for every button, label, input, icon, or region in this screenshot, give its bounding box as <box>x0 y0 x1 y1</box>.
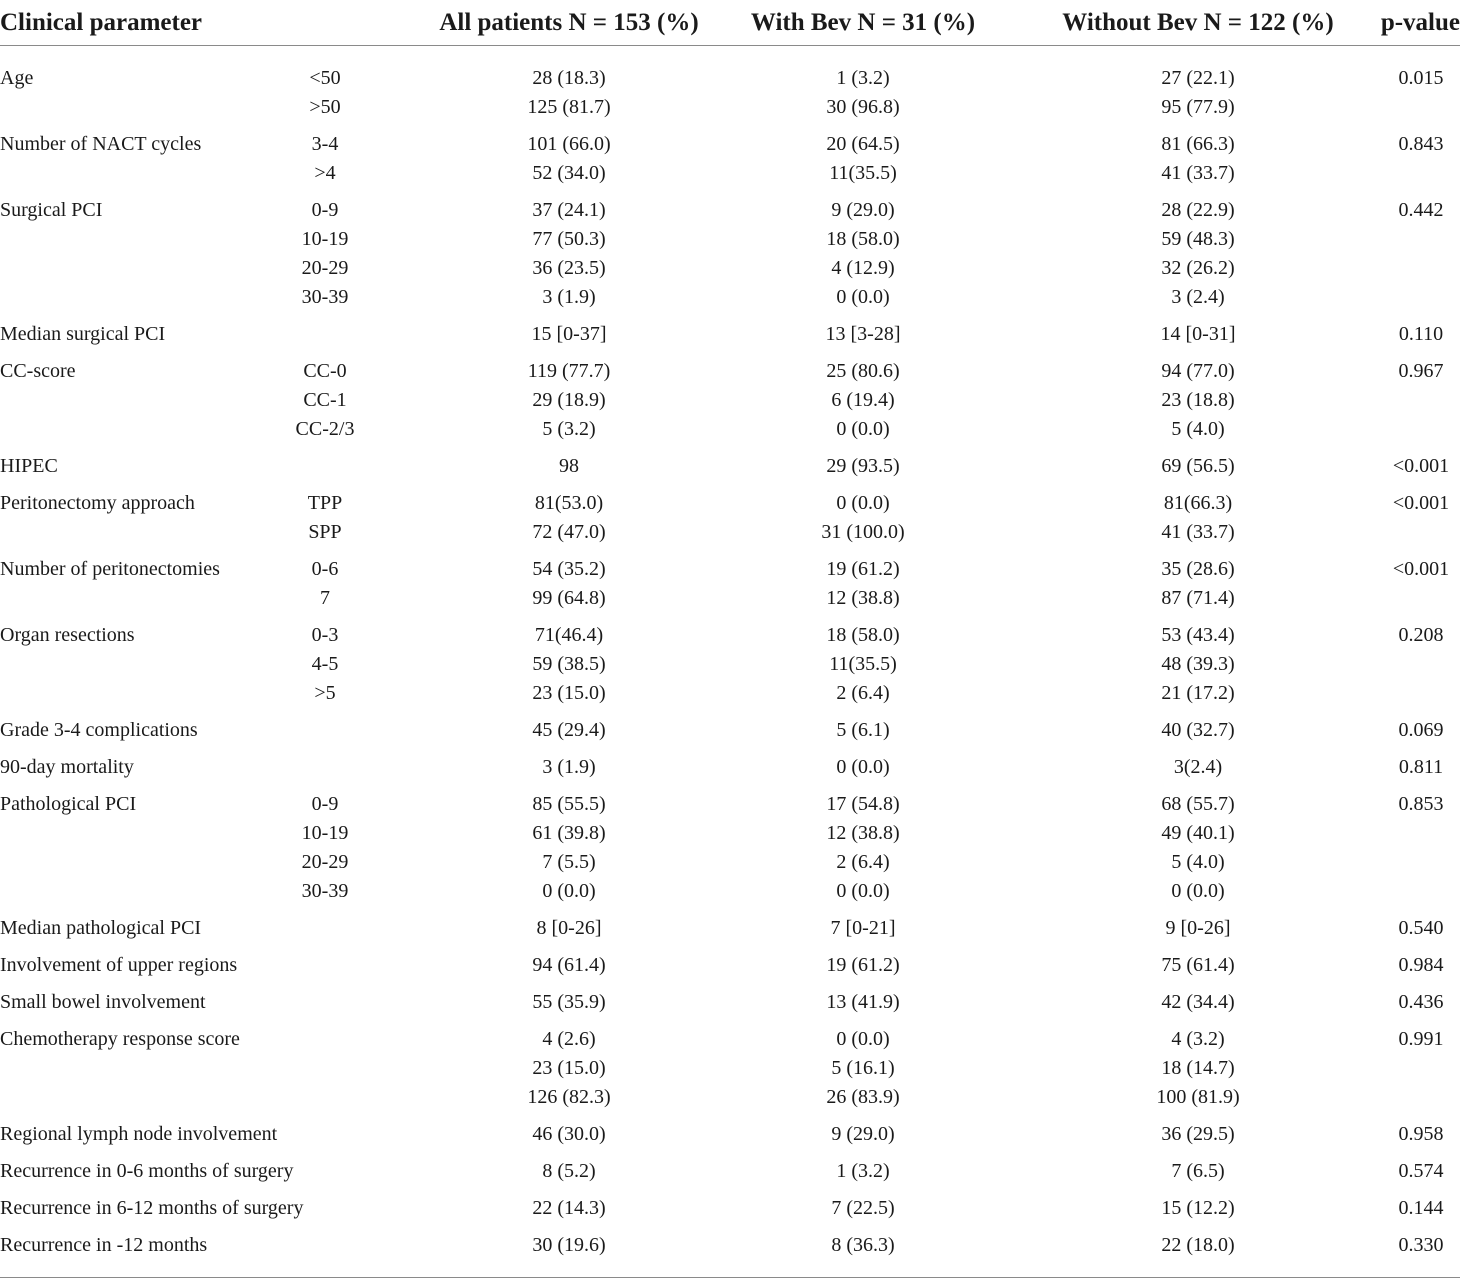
cell-p-value <box>1368 848 1460 877</box>
cell-parameter <box>0 518 290 547</box>
header-all-patients: All patients N = 153 (%) <box>380 0 728 46</box>
cell-p-value <box>1368 225 1460 254</box>
cell-subgroup: CC-2/3 <box>295 418 355 440</box>
cell-p-value: 0.984 <box>1398 954 1444 976</box>
cell-p-value <box>1368 1083 1460 1112</box>
table-row <box>0 906 1460 943</box>
cell-p-value: 0.110 <box>1398 323 1444 345</box>
cell-with-bev: 13 (41.9) <box>826 991 900 1013</box>
cell-parameter <box>0 415 290 444</box>
table-row <box>0 943 1460 980</box>
cell-without-bev: 48 (39.3) <box>1161 653 1235 675</box>
header-clinical-parameter: Clinical parameter <box>0 0 290 46</box>
cell-without-bev: 23 (18.8) <box>1161 389 1235 411</box>
cell-without-bev: 100 (81.9) <box>1156 1086 1240 1108</box>
cell-p-value: 0.958 <box>1398 1123 1444 1145</box>
table-row <box>0 1149 1460 1186</box>
cell-without-bev: 27 (22.1) <box>1161 67 1235 89</box>
table-row <box>0 225 1460 254</box>
cell-without-bev: 14 [0-31] <box>1160 323 1236 345</box>
table-row <box>0 848 1460 877</box>
cell-with-bev: 11(35.5) <box>829 162 897 184</box>
cell-without-bev: 4 (3.2) <box>1171 1028 1225 1050</box>
cell-p-value: 0.574 <box>1398 1160 1444 1182</box>
table-row <box>0 547 1460 584</box>
cell-subgroup: 30-39 <box>301 880 349 902</box>
cell-subgroup: 3-4 <box>311 133 339 155</box>
cell-parameter: Organ resections <box>0 624 135 646</box>
table-row <box>0 650 1460 679</box>
cell-subgroup: 20-29 <box>301 257 349 279</box>
table-row <box>0 1083 1460 1112</box>
cell-without-bev: 95 (77.9) <box>1161 96 1235 118</box>
cell-p-value <box>1368 254 1460 283</box>
cell-parameter: Recurrence in 6-12 months of surgery <box>0 1197 304 1219</box>
cell-with-bev: 18 (58.0) <box>826 228 900 250</box>
cell-without-bev: 81 (66.3) <box>1161 133 1235 155</box>
cell-all-patients: 119 (77.7) <box>527 360 611 382</box>
table-row <box>0 386 1460 415</box>
cell-p-value: 0.540 <box>1398 917 1444 939</box>
cell-with-bev: 4 (12.9) <box>831 257 895 279</box>
cell-parameter: Number of NACT cycles <box>0 133 202 155</box>
cell-parameter: Number of peritonectomies <box>0 558 220 580</box>
cell-with-bev: 12 (38.8) <box>826 822 900 844</box>
cell-with-bev: 19 (61.2) <box>826 954 900 976</box>
cell-all-patients: 72 (47.0) <box>532 521 606 543</box>
cell-parameter <box>0 1083 290 1112</box>
cell-subgroup: <50 <box>309 67 341 89</box>
cell-subgroup: 0-3 <box>311 624 339 646</box>
cell-with-bev: 25 (80.6) <box>826 360 900 382</box>
table-row <box>0 613 1460 650</box>
header-without-bev: Without Bev N = 122 (%) <box>1018 0 1368 46</box>
cell-all-patients: 94 (61.4) <box>532 954 606 976</box>
cell-all-patients: 81(53.0) <box>534 492 604 514</box>
cell-subgroup: 30-39 <box>301 286 349 308</box>
table-row <box>0 1186 1460 1223</box>
cell-p-value: 0.436 <box>1398 991 1444 1013</box>
cell-all-patients: 5 (3.2) <box>542 418 596 440</box>
cell-p-value <box>1368 679 1460 708</box>
cell-with-bev: 12 (38.8) <box>826 587 900 609</box>
cell-all-patients: 46 (30.0) <box>532 1123 606 1145</box>
cell-subgroup: CC-0 <box>303 360 347 382</box>
cell-subgroup <box>290 1186 380 1223</box>
table-row <box>0 1112 1460 1149</box>
cell-without-bev: 3 (2.4) <box>1171 286 1225 308</box>
cell-all-patients: 52 (34.0) <box>532 162 606 184</box>
table-row <box>0 93 1460 122</box>
cell-all-patients: 61 (39.8) <box>532 822 606 844</box>
cell-with-bev: 0 (0.0) <box>836 1028 890 1050</box>
cell-p-value <box>1368 819 1460 848</box>
cell-parameter <box>0 848 290 877</box>
table-row <box>0 980 1460 1017</box>
cell-all-patients: 101 (66.0) <box>527 133 611 155</box>
cell-without-bev: 21 (17.2) <box>1161 682 1235 704</box>
cell-without-bev: 15 (12.2) <box>1161 1197 1235 1219</box>
cell-subgroup <box>290 906 380 943</box>
table-row <box>0 312 1460 349</box>
cell-parameter <box>0 584 290 613</box>
cell-with-bev: 7 [0-21] <box>830 917 896 939</box>
cell-p-value <box>1368 584 1460 613</box>
cell-parameter: 90-day mortality <box>0 756 134 778</box>
cell-p-value: 0.330 <box>1368 1223 1460 1278</box>
cell-subgroup <box>290 980 380 1017</box>
cell-without-bev: 28 (22.9) <box>1161 199 1235 221</box>
table-row <box>0 481 1460 518</box>
cell-subgroup <box>290 1017 380 1054</box>
cell-parameter <box>0 386 290 415</box>
cell-subgroup <box>290 444 380 481</box>
cell-with-bev: 11(35.5) <box>829 653 897 675</box>
cell-without-bev: 7 (6.5) <box>1171 1160 1225 1182</box>
cell-p-value: 0.442 <box>1398 199 1444 221</box>
table-row <box>0 283 1460 312</box>
table-row <box>0 159 1460 188</box>
table-row <box>0 444 1460 481</box>
cell-all-patients: 126 (82.3) <box>527 1086 611 1108</box>
cell-all-patients: 8 (5.2) <box>542 1160 596 1182</box>
table-row <box>0 188 1460 225</box>
cell-all-patients: 3 (1.9) <box>542 286 596 308</box>
table-row <box>0 819 1460 848</box>
cell-subgroup: 10-19 <box>301 228 349 250</box>
cell-subgroup <box>290 1112 380 1149</box>
cell-without-bev: 59 (48.3) <box>1161 228 1235 250</box>
table-row <box>0 518 1460 547</box>
cell-parameter <box>0 877 290 906</box>
cell-parameter: Involvement of upper regions <box>0 954 238 976</box>
cell-p-value: 0.843 <box>1398 133 1444 155</box>
cell-with-bev: 9 (29.0) <box>831 199 895 221</box>
table-row <box>0 1017 1460 1054</box>
cell-parameter <box>0 819 290 848</box>
table-row <box>0 679 1460 708</box>
cell-subgroup: 0-6 <box>311 558 339 580</box>
header-with-bev: With Bev N = 31 (%) <box>728 0 1018 46</box>
cell-without-bev: 18 (14.7) <box>1161 1057 1235 1079</box>
cell-without-bev: 22 (18.0) <box>1018 1223 1368 1278</box>
cell-without-bev: 87 (71.4) <box>1161 587 1235 609</box>
cell-subgroup <box>290 1223 380 1278</box>
cell-without-bev: 32 (26.2) <box>1161 257 1235 279</box>
cell-p-value <box>1368 415 1460 444</box>
cell-subgroup: >4 <box>314 162 336 184</box>
cell-subgroup: CC-1 <box>303 389 347 411</box>
cell-parameter <box>0 225 290 254</box>
cell-p-value: 0.967 <box>1398 360 1444 382</box>
cell-subgroup: 0-9 <box>311 199 339 221</box>
cell-without-bev: 41 (33.7) <box>1161 162 1235 184</box>
cell-with-bev: 5 (6.1) <box>836 719 890 741</box>
cell-all-patients: 28 (18.3) <box>532 67 606 89</box>
cell-p-value <box>1368 518 1460 547</box>
header-subgroup <box>290 0 380 46</box>
cell-parameter <box>0 650 290 679</box>
cell-with-bev: 0 (0.0) <box>836 492 890 514</box>
cell-parameter <box>0 159 290 188</box>
table-row <box>0 46 1460 94</box>
cell-without-bev: 5 (4.0) <box>1171 851 1225 873</box>
cell-p-value: 0.015 <box>1398 67 1444 89</box>
cell-all-patients: 59 (38.5) <box>532 653 606 675</box>
table-row <box>0 415 1460 444</box>
table-body <box>0 46 1460 1278</box>
cell-parameter: CC-score <box>0 360 76 382</box>
cell-subgroup <box>290 745 380 782</box>
cell-p-value <box>1368 877 1460 906</box>
cell-without-bev: 9 [0-26] <box>1165 917 1231 939</box>
cell-subgroup: >50 <box>309 96 341 118</box>
cell-p-value: 0.144 <box>1398 1197 1444 1219</box>
cell-subgroup: 20-29 <box>301 851 349 873</box>
cell-p-value <box>1368 1054 1460 1083</box>
cell-without-bev: 41 (33.7) <box>1161 521 1235 543</box>
cell-with-bev: 9 (29.0) <box>831 1123 895 1145</box>
cell-all-patients: 23 (15.0) <box>532 1057 606 1079</box>
cell-all-patients: 45 (29.4) <box>532 719 606 741</box>
header-row <box>0 0 1460 46</box>
cell-p-value: 0.853 <box>1398 793 1444 815</box>
table-row <box>0 349 1460 386</box>
cell-p-value <box>1368 650 1460 679</box>
cell-with-bev: 26 (83.9) <box>826 1086 900 1108</box>
cell-parameter <box>0 283 290 312</box>
cell-with-bev: 5 (16.1) <box>831 1057 895 1079</box>
cell-subgroup <box>290 943 380 980</box>
cell-all-patients: 55 (35.9) <box>532 991 606 1013</box>
cell-subgroup: 7 <box>320 587 330 609</box>
cell-without-bev: 40 (32.7) <box>1161 719 1235 741</box>
cell-parameter: HIPEC <box>0 455 58 477</box>
cell-without-bev: 69 (56.5) <box>1161 455 1235 477</box>
cell-without-bev: 53 (43.4) <box>1161 624 1235 646</box>
cell-with-bev: 1 (3.2) <box>836 67 890 89</box>
cell-all-patients: 77 (50.3) <box>532 228 606 250</box>
cell-all-patients: 36 (23.5) <box>532 257 606 279</box>
cell-subgroup <box>290 312 380 349</box>
cell-all-patients: 85 (55.5) <box>532 793 606 815</box>
cell-with-bev: 1 (3.2) <box>836 1160 890 1182</box>
cell-all-patients: 15 [0-37] <box>531 323 607 345</box>
cell-subgroup <box>290 1149 380 1186</box>
cell-all-patients: 4 (2.6) <box>542 1028 596 1050</box>
cell-all-patients: 54 (35.2) <box>532 558 606 580</box>
cell-parameter: Peritonectomy approach <box>0 492 195 514</box>
cell-parameter: Regional lymph node involvement <box>0 1123 278 1145</box>
cell-subgroup: >5 <box>314 682 336 704</box>
cell-all-patients: 22 (14.3) <box>532 1197 606 1219</box>
cell-without-bev: 35 (28.6) <box>1161 558 1235 580</box>
cell-p-value: 0.069 <box>1398 719 1444 741</box>
cell-subgroup <box>290 1054 380 1083</box>
cell-all-patients: 71(46.4) <box>534 624 604 646</box>
cell-all-patients: 98 <box>559 455 579 477</box>
cell-parameter <box>0 1054 290 1083</box>
cell-all-patients: 99 (64.8) <box>532 587 606 609</box>
cell-parameter: Recurrence in -12 months <box>0 1223 290 1278</box>
cell-all-patients: 8 [0-26] <box>536 917 602 939</box>
cell-subgroup: 4-5 <box>311 653 339 675</box>
cell-p-value: 0.991 <box>1398 1028 1444 1050</box>
cell-p-value <box>1368 159 1460 188</box>
cell-all-patients: 125 (81.7) <box>527 96 611 118</box>
cell-with-bev: 30 (96.8) <box>826 96 900 118</box>
cell-parameter: Median pathological PCI <box>0 917 202 939</box>
table-row <box>0 1223 1460 1278</box>
cell-p-value <box>1368 93 1460 122</box>
table-row <box>0 122 1460 159</box>
table-header <box>0 0 1460 46</box>
cell-without-bev: 42 (34.4) <box>1161 991 1235 1013</box>
cell-p-value <box>1368 283 1460 312</box>
cell-parameter <box>0 254 290 283</box>
cell-subgroup: TPP <box>307 492 343 514</box>
cell-with-bev: 0 (0.0) <box>836 418 890 440</box>
cell-parameter: Grade 3-4 complications <box>0 719 198 741</box>
cell-without-bev: 75 (61.4) <box>1161 954 1235 976</box>
table-row <box>0 877 1460 906</box>
cell-all-patients: 0 (0.0) <box>542 880 596 902</box>
cell-with-bev: 6 (19.4) <box>831 389 895 411</box>
cell-all-patients: 23 (15.0) <box>532 682 606 704</box>
table-row <box>0 254 1460 283</box>
cell-with-bev: 0 (0.0) <box>836 880 890 902</box>
cell-parameter <box>0 93 290 122</box>
cell-parameter: Small bowel involvement <box>0 991 206 1013</box>
cell-subgroup: SPP <box>308 521 342 543</box>
cell-p-value <box>1368 386 1460 415</box>
cell-without-bev: 36 (29.5) <box>1161 1123 1235 1145</box>
table-row <box>0 782 1460 819</box>
cell-parameter: Surgical PCI <box>0 199 103 221</box>
cell-subgroup: 10-19 <box>301 822 349 844</box>
cell-with-bev: 19 (61.2) <box>826 558 900 580</box>
cell-p-value: <0.001 <box>1392 455 1450 477</box>
cell-parameter: Chemotherapy response score <box>0 1028 240 1050</box>
table-row <box>0 584 1460 613</box>
cell-with-bev: 0 (0.0) <box>836 756 890 778</box>
table-row <box>0 708 1460 745</box>
cell-p-value: <0.001 <box>1392 558 1450 580</box>
cell-all-patients: 30 (19.6) <box>380 1223 728 1278</box>
cell-with-bev: 17 (54.8) <box>826 793 900 815</box>
cell-all-patients: 37 (24.1) <box>532 199 606 221</box>
cell-parameter: Median surgical PCI <box>0 323 166 345</box>
cell-all-patients: 7 (5.5) <box>542 851 596 873</box>
cell-parameter: Pathological PCI <box>0 793 137 815</box>
cell-without-bev: 5 (4.0) <box>1171 418 1225 440</box>
cell-without-bev: 0 (0.0) <box>1171 880 1225 902</box>
table-row <box>0 1054 1460 1083</box>
cell-p-value: 0.811 <box>1398 756 1444 778</box>
cell-with-bev: 29 (93.5) <box>826 455 900 477</box>
cell-with-bev: 7 (22.5) <box>831 1197 895 1219</box>
cell-with-bev: 13 [3-28] <box>825 323 901 345</box>
header-p-value: p-value <box>1368 0 1460 46</box>
cell-with-bev: 2 (6.4) <box>836 851 890 873</box>
cell-parameter <box>0 679 290 708</box>
cell-without-bev: 94 (77.0) <box>1161 360 1235 382</box>
cell-with-bev: 0 (0.0) <box>836 286 890 308</box>
cell-subgroup <box>290 1083 380 1112</box>
cell-subgroup <box>290 708 380 745</box>
cell-parameter: Age <box>0 67 34 89</box>
cell-without-bev: 68 (55.7) <box>1161 793 1235 815</box>
cell-without-bev: 49 (40.1) <box>1161 822 1235 844</box>
cell-with-bev: 8 (36.3) <box>728 1223 1018 1278</box>
cell-p-value: 0.208 <box>1398 624 1444 646</box>
cell-with-bev: 31 (100.0) <box>821 521 905 543</box>
cell-p-value: <0.001 <box>1392 492 1450 514</box>
cell-with-bev: 20 (64.5) <box>826 133 900 155</box>
cell-subgroup: 0-9 <box>311 793 339 815</box>
cell-with-bev: 2 (6.4) <box>836 682 890 704</box>
cell-all-patients: 29 (18.9) <box>532 389 606 411</box>
cell-without-bev: 81(66.3) <box>1163 492 1233 514</box>
cell-with-bev: 18 (58.0) <box>826 624 900 646</box>
cell-parameter: Recurrence in 0-6 months of surgery <box>0 1160 294 1182</box>
cell-all-patients: 3 (1.9) <box>542 756 596 778</box>
table-row <box>0 745 1460 782</box>
cell-without-bev: 3(2.4) <box>1173 756 1223 778</box>
